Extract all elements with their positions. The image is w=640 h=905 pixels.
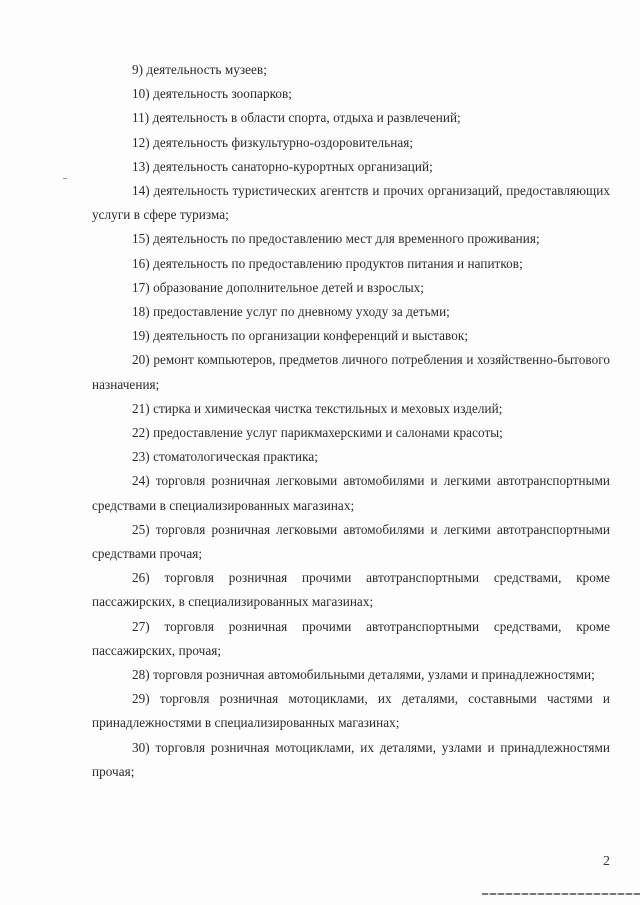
list-item: 9) деятельность музеев; (132, 62, 267, 77)
list-item: 24) торговля розничная легковыми автомобилями и легкими автотранспортными средствами в специализированных магазинах; (92, 473, 610, 513)
scan-artifact-line (482, 893, 640, 895)
activity-list (92, 58, 610, 784)
list-item: 11) деятельность в области спорта, отдыха и развлечений; (132, 110, 461, 126)
list-item: 18) предоставление услуг по дневному уходу за детьми; (132, 304, 450, 320)
list-item: 22) предоставление услуг парикмахерскими и салонами красоты; (132, 425, 503, 441)
list-item: 13) деятельность санаторно-курортных организаций; (132, 158, 433, 174)
list-item: 20) ремонт компьютеров, предметов личного потребления и хозяйственно-бытового назначения; (92, 352, 610, 392)
page-number: 2 (603, 854, 610, 869)
list-item: 15) деятельность по предоставлению мест для временного проживания; (132, 231, 540, 247)
list-item: 26) торговля розничная прочими автотранспортными средствами, кроме пассажирских, в специализированных магазинах; (92, 570, 610, 610)
list-item: 23) стоматологическая практика; (132, 449, 318, 465)
scan-speck (63, 178, 67, 179)
list-item: 10) деятельность зоопарков; (132, 86, 293, 102)
list-item: 21) стирка и химическая чистка текстильных и меховых изделий; (132, 400, 503, 416)
list-item: 17) образование дополнительное детей и взрослых; (132, 279, 424, 295)
list-item: 28) торговля розничная автомобильными деталями, узлами и принадлежностями; (132, 667, 595, 683)
list-item: 16) деятельность по предоставлению продуктов питания и напитков; (132, 255, 523, 271)
list-item: 27) торговля розничная прочими автотранспортными средствами, кроме пассажирских, прочая; (92, 618, 610, 658)
list-item: 19) деятельность по организации конференций и выставок; (132, 328, 469, 344)
list-item: 14) деятельность туристических агентств и прочих организаций, предоставляющих услуги в сфере туризма; (92, 183, 610, 223)
list-item: 12) деятельность физкультурно-оздоровительная; (132, 134, 414, 150)
list-item: 29) торговля розничная мотоциклами, их деталями, составными частями и принадлежностями в специализированных магазинах; (92, 691, 610, 731)
list-item: 25) торговля розничная легковыми автомобилями и легкими автотранспортными средствами прочая; (92, 521, 610, 562)
list-item: 30) торговля розничная мотоциклами, их деталями, узлами и принадлежностями прочая; (92, 739, 610, 779)
